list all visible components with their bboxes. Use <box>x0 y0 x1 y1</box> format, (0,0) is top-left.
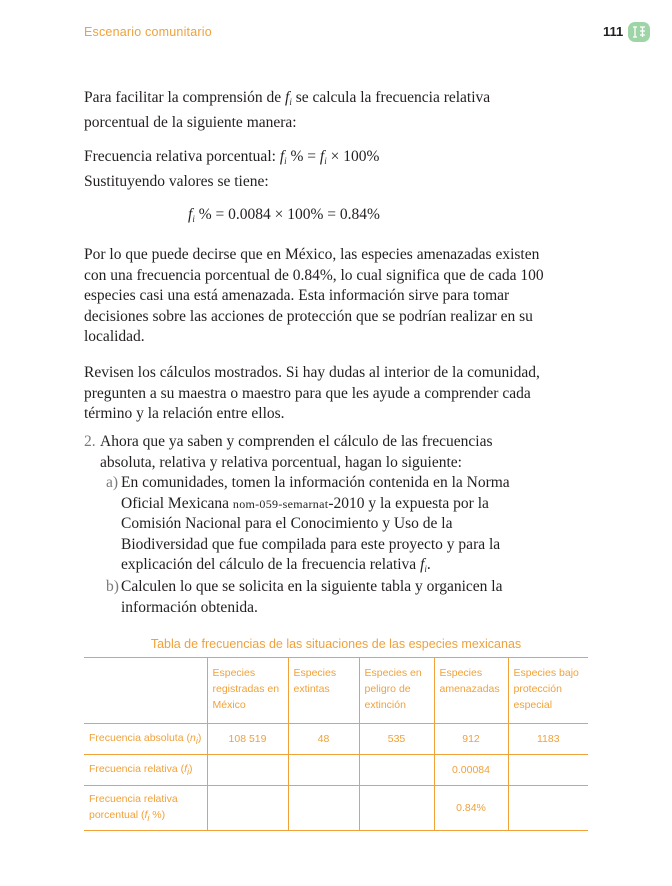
table-cell <box>359 755 434 786</box>
table-row <box>84 755 588 786</box>
table-title: Tabla de frecuencias de las situaciones de las especies mexicanas <box>150 637 522 651</box>
table-cell: 1183 <box>508 724 588 755</box>
table-cell: 48 <box>288 724 359 755</box>
table-cell <box>207 755 288 786</box>
sublist-letter-a: a) <box>106 474 119 491</box>
row-label-absolute-frequency: Frecuencia absoluta (ni) <box>84 724 207 755</box>
sublist-item-b: Calculen lo que se solicita en la siguiente tabla y organicen la información obtenida. <box>121 578 503 616</box>
table-cell <box>288 755 359 786</box>
table-cell: 0.84% <box>434 786 508 831</box>
sublist-letter-b: b) <box>106 578 119 595</box>
table-cell <box>207 786 288 831</box>
table-header-cell: Especies bajo protección especial <box>508 658 588 724</box>
table-cell: 0.00084 <box>434 755 508 786</box>
sublist-item-a: En comunidades, tomen la información contenida en la Norma Oficial Mexicana nom-059-semarnat-2010 y la expuesta por la Comisión Nacional para el Conocimiento y Uso de la Biodiversidad que fue compilada para este proyecto y para la explicación del cálculo de la frecuencia relativa $f_i$. <box>121 474 510 574</box>
table-header-row <box>84 658 588 724</box>
table-cell: 108 519 <box>207 724 288 755</box>
list-item-intro: Ahora que ya saben y comprenden el cálculo de las frecuencias absoluta, relativa y relativa porcentual, hagan lo siguiente: <box>100 433 493 471</box>
table-cell: 535 <box>359 724 434 755</box>
table-row <box>84 724 588 755</box>
table-cell: 912 <box>434 724 508 755</box>
section-title: Escenario comunitario <box>84 25 212 39</box>
row-label-relative-frequency: Frecuencia relativa (fi) <box>84 755 207 786</box>
table-header-cell: Especies registradas en México <box>207 658 288 724</box>
table-header-cell: Especies amenazadas <box>434 658 508 724</box>
equation-substitution: $f_i$ % = 0.0084 × 100% = 0.84% <box>188 206 380 224</box>
table-row <box>84 786 588 831</box>
paragraph-formula: Frecuencia relativa porcentual: $f_i$ % = $f_i \times 100\%$ Sustituyendo valores se tiene: <box>84 148 380 190</box>
table-header-cell: Especies en peligro de extinción <box>359 658 434 724</box>
paragraph-4: Revisen los cálculos mostrados. Si hay dudas al interior de la comunidad, pregunten a su maestra o maestro para que les ayude a comprender cada término y la relación entre ellos. <box>84 364 540 422</box>
paragraph-1: Para facilitar la comprensión de $f_i$ se calcula la frecuencia relativa porcentual de la siguiente manera: <box>84 89 491 131</box>
table-cell <box>359 786 434 831</box>
table-header-cell: Especies extintas <box>288 658 359 724</box>
page-number: 111 <box>603 24 624 39</box>
table-cell <box>508 786 588 831</box>
row-label-percent-relative-frequency: Frecuencia relativa porcentual (fi %) <box>84 786 207 831</box>
list-item-number: 2. <box>84 433 96 450</box>
table-header-cell <box>84 658 207 724</box>
table-cell <box>288 786 359 831</box>
community-scenario-icon <box>628 22 650 42</box>
table-cell <box>508 755 588 786</box>
frequency-table <box>84 657 588 831</box>
paragraph-3: Por lo que puede decirse que en México, las especies amenazadas existen con una frecuencia porcentual de 0.84%, lo cual significa que de cada 100 especies casi una está amenazada. Esta información sirve para tomar decisiones sobre las acciones de protección que se podrían realizar en su localidad. <box>84 246 544 345</box>
